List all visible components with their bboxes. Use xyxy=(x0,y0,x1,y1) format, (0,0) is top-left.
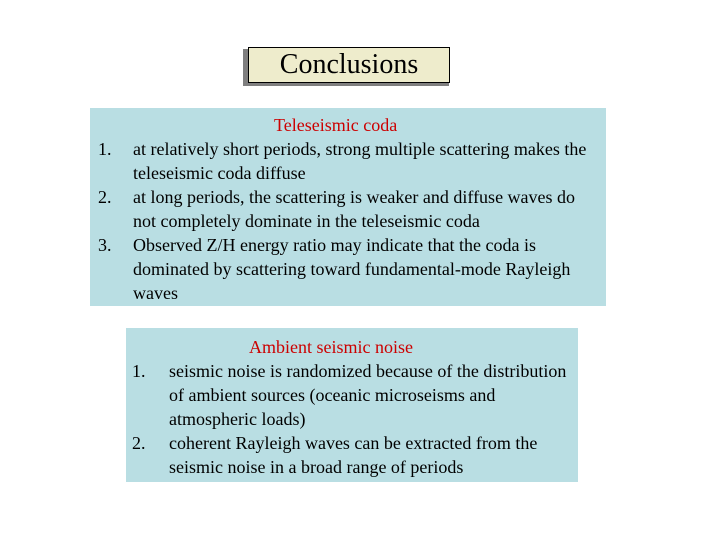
list-item-number: 3. xyxy=(98,235,112,255)
list-item-text: at long periods, the scattering is weaker and diffuse waves do not completely dominate in the teleseismic coda xyxy=(133,187,576,231)
list-item-text: at relatively short periods, strong multiple scattering makes the teleseismic coda diffuse xyxy=(133,139,587,183)
list-item-number: 2. xyxy=(132,433,146,453)
list-item xyxy=(90,137,606,185)
ambient-noise-heading: Ambient seismic noise xyxy=(249,337,413,357)
list-item-text: seismic noise is randomized because of the distribution of ambient sources (oceanic microseisms and atmospheric loads) xyxy=(169,361,567,429)
slide-title: Conclusions xyxy=(248,47,450,83)
ambient-noise-box xyxy=(126,328,578,482)
teleseismic-coda-heading: Teleseismic coda xyxy=(274,115,398,135)
list-item-text: coherent Rayleigh waves can be extracted from the seismic noise in a broad range of periods xyxy=(169,433,538,477)
list-item-text: Observed Z/H energy ratio may indicate that the coda is dominated by scattering toward fundamental-mode Rayleigh waves xyxy=(133,235,571,303)
list-item xyxy=(90,185,606,233)
list-item xyxy=(126,431,578,479)
list-item-number: 1. xyxy=(132,361,146,381)
teleseismic-coda-list xyxy=(90,137,606,305)
ambient-noise-list xyxy=(126,359,578,479)
teleseismic-coda-box xyxy=(90,108,606,306)
list-item xyxy=(90,233,606,305)
list-item-number: 2. xyxy=(98,187,112,207)
list-item-number: 1. xyxy=(98,139,112,159)
list-item xyxy=(126,359,578,431)
